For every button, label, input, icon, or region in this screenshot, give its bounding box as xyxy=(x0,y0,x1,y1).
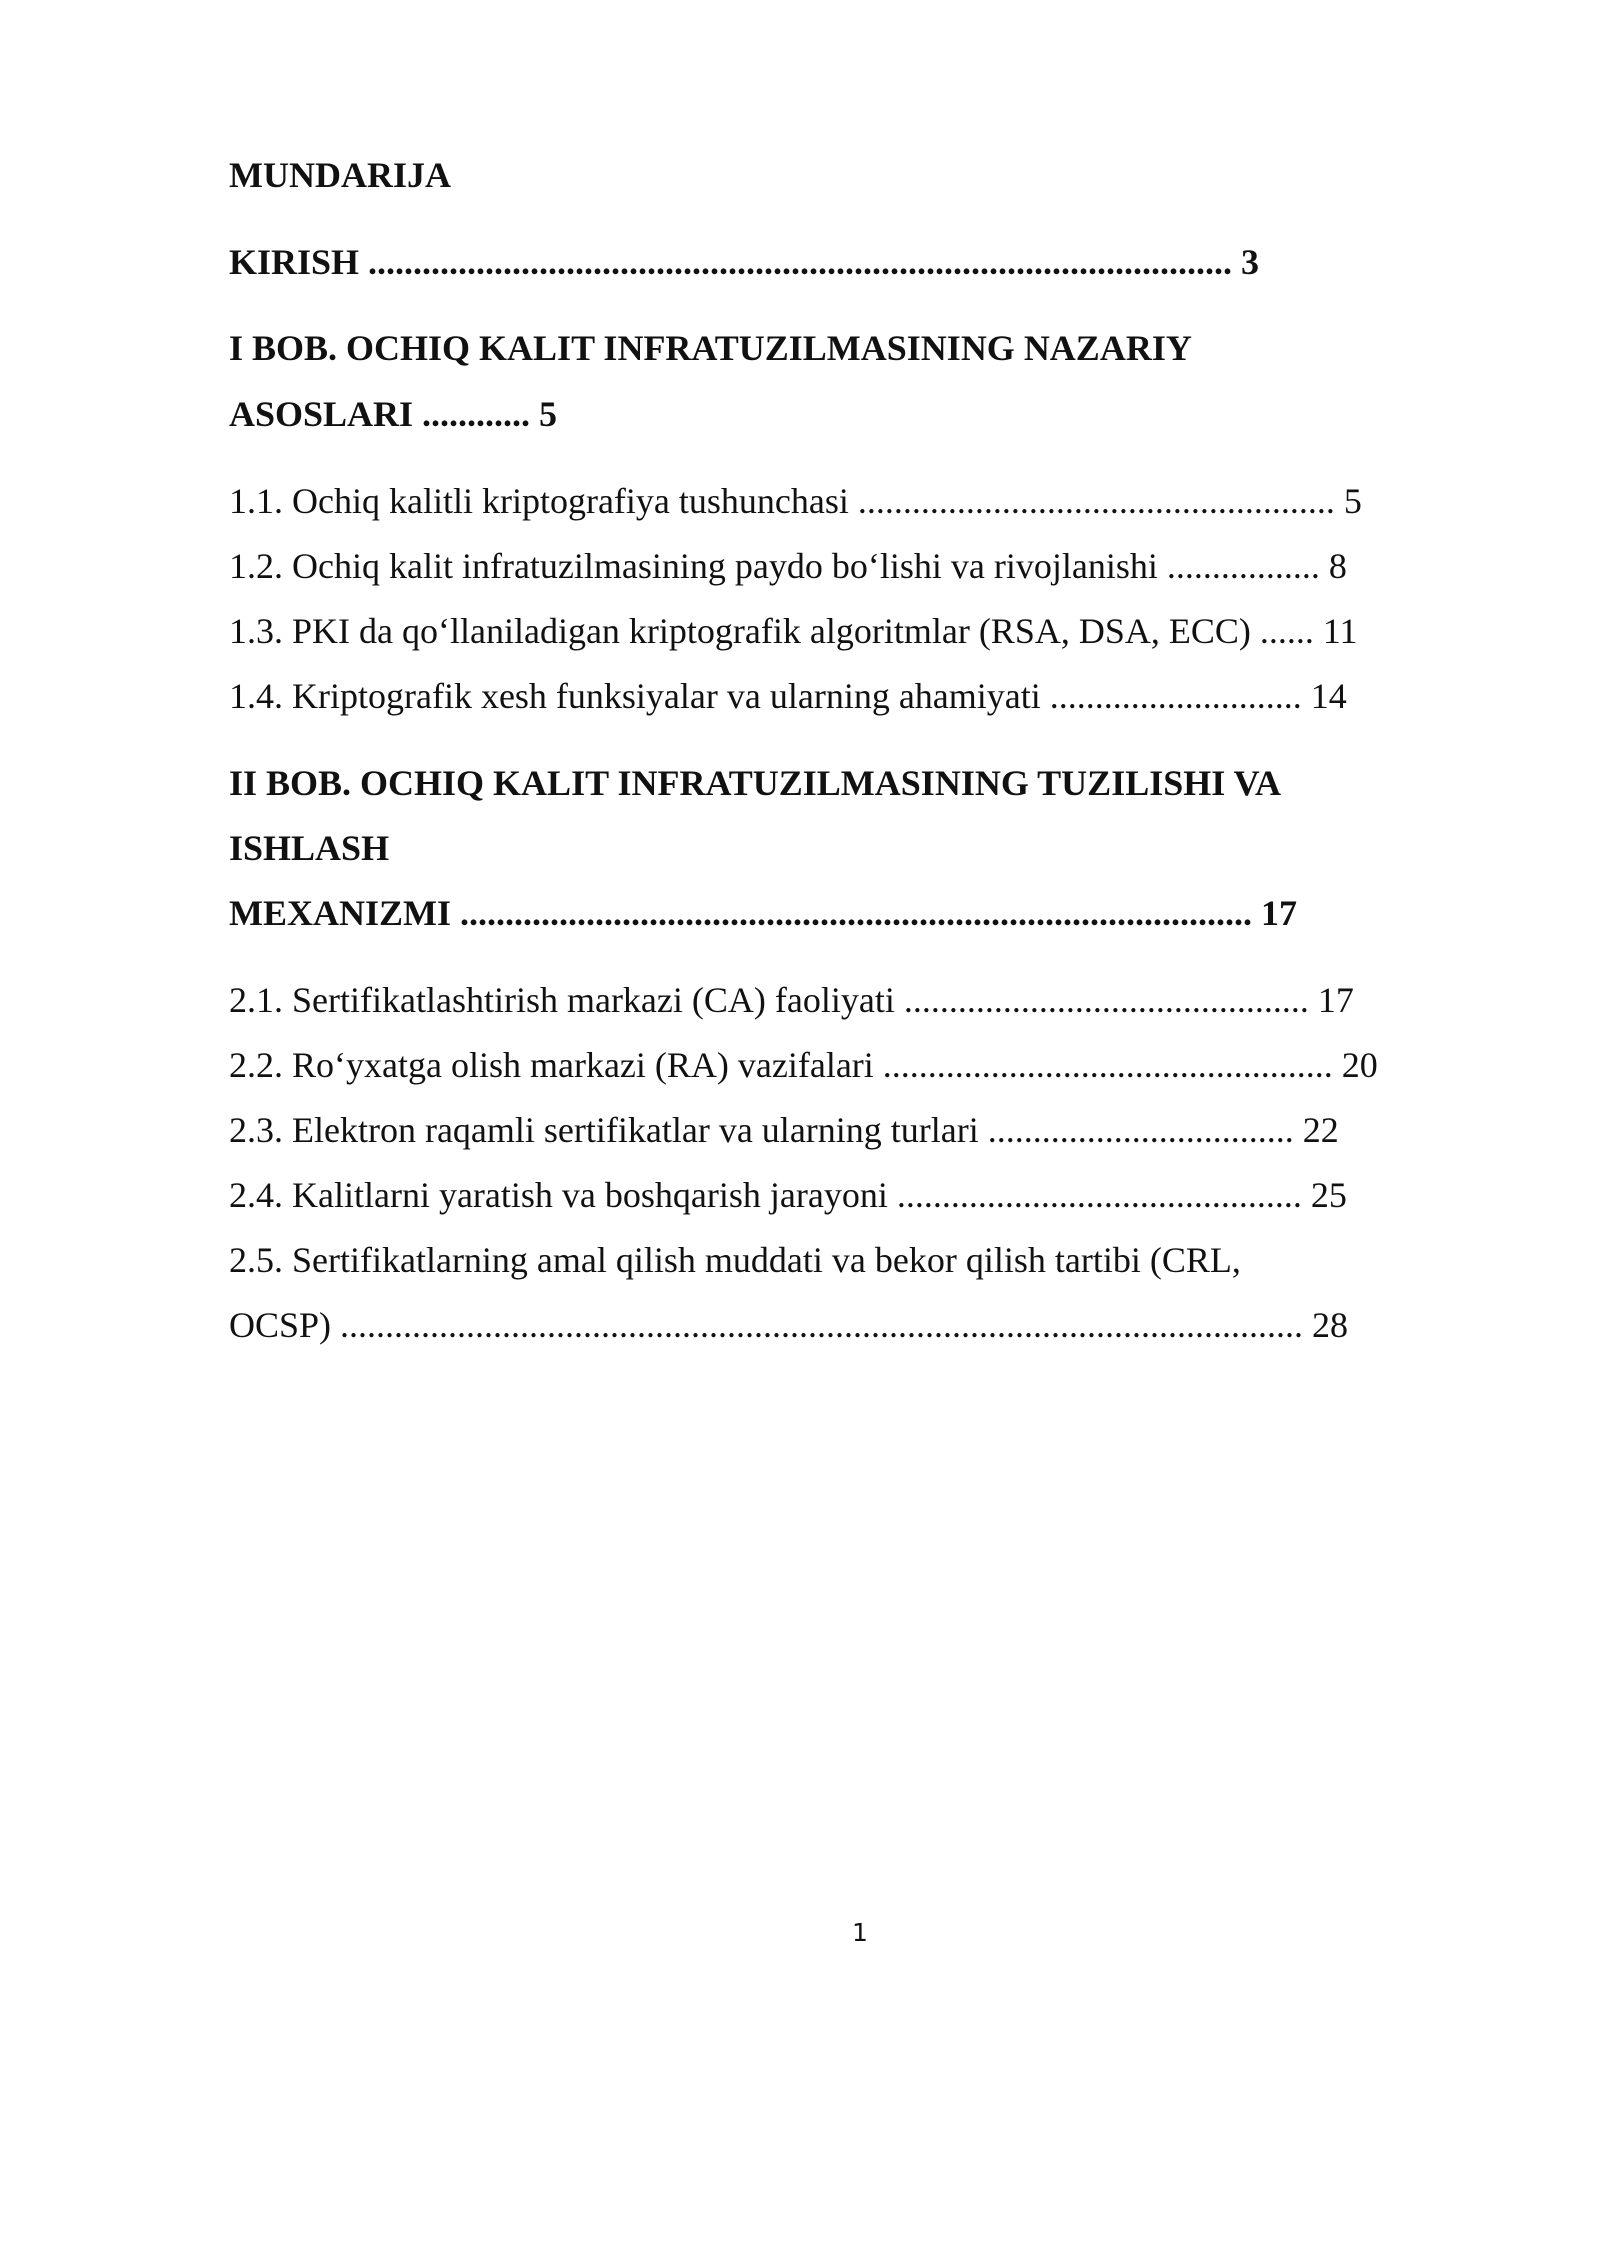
page-number: 1 xyxy=(852,1918,868,1947)
toc-entry-1-3: 1.3. PKI da qo‘llaniladigan kriptografik algoritmlar (RSA, DSA, ECC) ...... 11 xyxy=(229,611,1358,651)
toc-entry-2-3: 2.3. Elektron raqamli sertifikatlar va ularning turlari .................................. 22 xyxy=(229,1110,1339,1150)
toc-entry-1-4: 1.4. Kriptografik xesh funksiyalar va ularning ahamiyati ............................ 14 xyxy=(229,676,1347,716)
toc-chapter-2-title: II BOB. OCHIQ KALIT INFRATUZILMASINING TUZILISHI VA xyxy=(229,763,1281,803)
toc-entry-2-2: 2.2. Ro‘yxatga olish markazi (RA) vazifalari .................................................. 20 xyxy=(229,1045,1378,1085)
toc-entry-intro: KIRISH ................................................................................................ 3 xyxy=(229,242,1260,282)
toc-entry-1-1: 1.1. Ochiq kalitli kriptografiya tushunchasi ..................................................... 5 xyxy=(229,481,1362,521)
toc-entry-2-5: 2.5. Sertifikatlarning amal qilish muddati va bekor qilish tartibi (CRL, xyxy=(229,1240,1241,1280)
toc-chapter-1-title: I BOB. OCHIQ KALIT INFRATUZILMASINING NAZARIY xyxy=(229,328,1192,368)
toc-chapter-1-title-cont: ASOSLARI ............ 5 xyxy=(229,394,558,434)
toc-chapter-2-title-cont: ISHLASH xyxy=(229,828,390,868)
toc-chapter-2-title-end: MEXANIZMI ........................................................................................ 17 xyxy=(229,893,1297,933)
toc-entry-2-1: 2.1. Sertifikatlashtirish markazi (CA) faoliyati ............................................. 17 xyxy=(229,980,1354,1020)
toc-entry-2-4: 2.4. Kalitlarni yaratish va boshqarish jarayoni ............................................. 25 xyxy=(229,1175,1347,1215)
toc-entry-2-5-cont: OCSP) ........................................................................................................... 28 xyxy=(229,1305,1349,1345)
toc-entry-1-2: 1.2. Ochiq kalit infratuzilmasining paydo bo‘lishi va rivojlanishi ................. 8 xyxy=(229,546,1347,586)
toc-heading: MUNDARIJA xyxy=(229,155,451,195)
